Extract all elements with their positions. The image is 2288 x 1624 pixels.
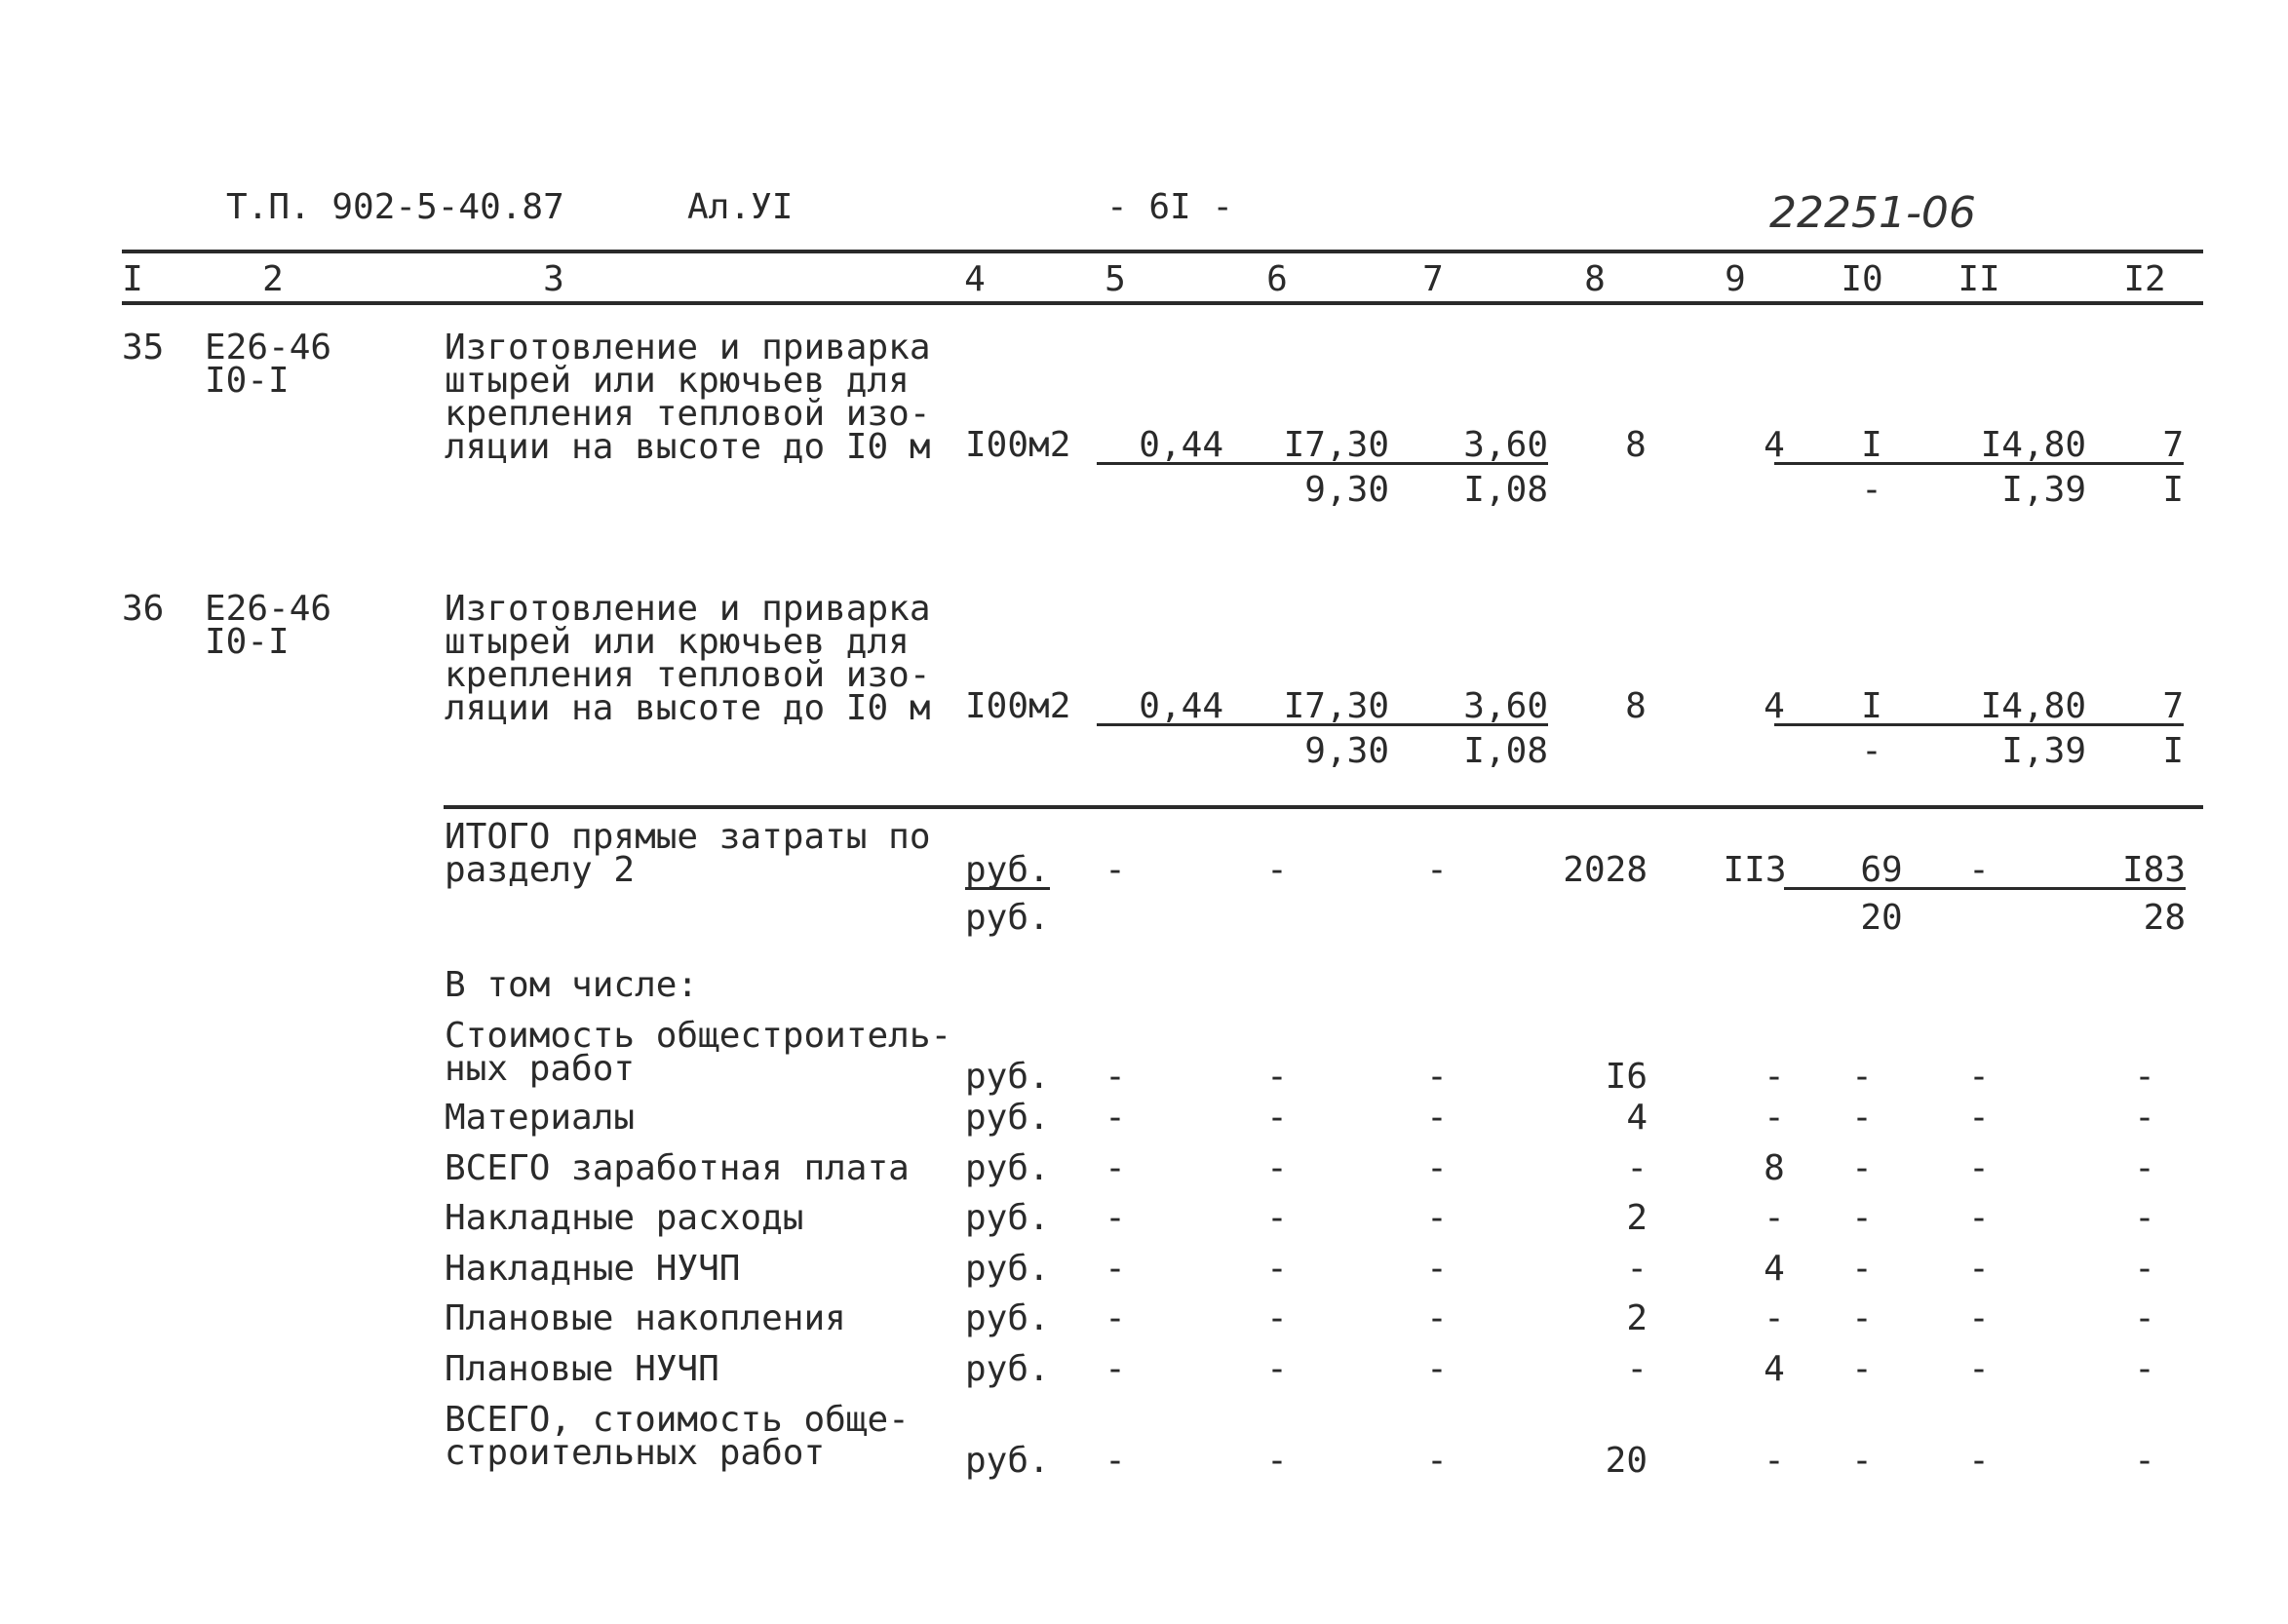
column-header-12: I2 <box>2123 259 2166 299</box>
breakdown-col12: - <box>2134 1057 2155 1097</box>
total-col8: 2028 <box>1563 850 1648 890</box>
work-code: Е26-46 <box>205 589 332 629</box>
breakdown-label: Стоимость общестроитель- <box>445 1016 952 1056</box>
breakdown-col7: - <box>1426 1198 1448 1238</box>
col6-value-denominator: 9,30 <box>1304 470 1389 510</box>
breakdown-col7: - <box>1426 1349 1448 1389</box>
row-number: 36 <box>122 589 165 629</box>
col7-value-numerator: 3,60 <box>1256 429 1548 465</box>
document-code: Т.П. 902-5-40.87 <box>226 187 564 227</box>
breakdown-col10: - <box>1851 1249 1873 1289</box>
breakdown-unit: руб. <box>965 1441 1050 1481</box>
col12-value-numerator: 7 <box>1891 690 2184 726</box>
breakdown-label: Материалы <box>445 1098 636 1138</box>
breakdown-col10: - <box>1851 1098 1873 1138</box>
breakdown-label: ВСЕГО заработная плата <box>445 1148 910 1188</box>
breakdown-unit: руб. <box>965 1298 1050 1338</box>
breakdown-col12: - <box>2134 1198 2155 1238</box>
column-header-11: II <box>1958 259 2000 299</box>
including-label: В том числе: <box>445 965 699 1005</box>
breakdown-col9: 8 <box>1764 1148 1785 1188</box>
breakdown-col7: - <box>1426 1441 1448 1481</box>
work-description-line: ляции на высоте до I0 м <box>445 688 931 728</box>
album-number: Ал.УI <box>687 187 794 227</box>
breakdown-col9: - <box>1764 1098 1785 1138</box>
breakdown-unit: руб. <box>965 1349 1050 1389</box>
breakdown-col11: - <box>1968 1057 1990 1097</box>
breakdown-col5: - <box>1105 1349 1126 1389</box>
breakdown-col10: - <box>1851 1057 1873 1097</box>
breakdown-col6: - <box>1266 1349 1288 1389</box>
breakdown-col7: - <box>1426 1057 1448 1097</box>
col9-value: 4 <box>1764 686 1785 726</box>
col8-value: 8 <box>1625 686 1647 726</box>
breakdown-col10: - <box>1851 1148 1873 1188</box>
breakdown-label: Плановые НУЧП <box>445 1349 719 1389</box>
col11-value-numerator: I4,80 <box>1794 690 2086 726</box>
breakdown-col5: - <box>1105 1057 1126 1097</box>
unit: I00м2 <box>965 425 1071 465</box>
column-header-4: 4 <box>964 259 986 299</box>
breakdown-col12: - <box>2134 1441 2155 1481</box>
breakdown-col8: 20 <box>1605 1441 1648 1481</box>
breakdown-col12: - <box>2134 1249 2155 1289</box>
total-label-line1: ИТОГО прямые затраты по <box>445 817 931 857</box>
total-col9: II3 <box>1723 850 1787 890</box>
column-header-9: 9 <box>1725 259 1746 299</box>
work-description-line: крепления тепловой изо- <box>445 655 931 695</box>
breakdown-col6: - <box>1266 1249 1288 1289</box>
column-header-10: I0 <box>1841 259 1883 299</box>
breakdown-col11: - <box>1968 1198 1990 1238</box>
breakdown-col11: - <box>1968 1148 1990 1188</box>
work-description-line: штырей или крючьев для <box>445 622 910 662</box>
col10-value-numerator: I <box>1774 690 1969 726</box>
breakdown-col5: - <box>1105 1249 1126 1289</box>
col6-value-numerator: I7,30 <box>1097 690 1389 726</box>
col10-value-denominator: - <box>1861 731 1882 771</box>
breakdown-label: Плановые накопления <box>445 1298 846 1338</box>
breakdown-col8: I6 <box>1605 1057 1648 1097</box>
breakdown-label: Накладные расходы <box>445 1198 804 1238</box>
column-header-6: 6 <box>1266 259 1288 299</box>
work-description-line: Изготовление и приварка <box>445 589 931 629</box>
breakdown-col8: - <box>1626 1249 1648 1289</box>
total-col10-denominator: 20 <box>1860 898 1903 938</box>
col10-value-numerator: I <box>1774 429 1969 465</box>
breakdown-col5: - <box>1105 1148 1126 1188</box>
breakdown-col7: - <box>1426 1298 1448 1338</box>
column-header-3: 3 <box>543 259 564 299</box>
work-description-line: Изготовление и приварка <box>445 328 931 367</box>
work-code-sub: I0-I <box>205 361 290 401</box>
col9-value: 4 <box>1764 425 1785 465</box>
breakdown-col10: - <box>1851 1298 1873 1338</box>
col11-value-denominator: I,39 <box>2001 470 2086 510</box>
page-number: - 6I - <box>1106 187 1234 227</box>
total-col5: - <box>1105 850 1126 890</box>
breakdown-col6: - <box>1266 1441 1288 1481</box>
breakdown-col9: - <box>1764 1441 1785 1481</box>
breakdown-label: Накладные НУЧП <box>445 1249 741 1289</box>
total-unit-line1: руб. <box>965 850 1050 890</box>
quantity: 0,44 <box>1139 686 1223 726</box>
total-col12-denominator: 28 <box>2143 898 2186 938</box>
col10-value-denominator: - <box>1861 470 1882 510</box>
breakdown-col6: - <box>1266 1198 1288 1238</box>
total-label-line2: разделу 2 <box>445 850 636 890</box>
breakdown-col11: - <box>1968 1249 1990 1289</box>
col11-value-denominator: I,39 <box>2001 731 2086 771</box>
breakdown-col8: 4 <box>1626 1098 1648 1138</box>
breakdown-unit: руб. <box>965 1148 1050 1188</box>
column-header-8: 8 <box>1584 259 1606 299</box>
breakdown-col12: - <box>2134 1298 2155 1338</box>
col12-value-denominator: I <box>2162 731 2184 771</box>
breakdown-col9: - <box>1764 1057 1785 1097</box>
breakdown-col11: - <box>1968 1349 1990 1389</box>
breakdown-col6: - <box>1266 1057 1288 1097</box>
work-description-line: крепления тепловой изо- <box>445 394 931 434</box>
breakdown-col12: - <box>2134 1148 2155 1188</box>
total-separator-rule <box>444 805 2203 809</box>
total-col7: - <box>1426 850 1448 890</box>
total-col10-numerator: 69 <box>1784 854 1979 890</box>
breakdown-col12: - <box>2134 1098 2155 1138</box>
breakdown-col7: - <box>1426 1249 1448 1289</box>
breakdown-col6: - <box>1266 1098 1288 1138</box>
total-col12-numerator: I83 <box>1893 854 2186 890</box>
column-header-5: 5 <box>1105 259 1126 299</box>
breakdown-col9: - <box>1764 1298 1785 1338</box>
breakdown-col12: - <box>2134 1349 2155 1389</box>
col6-value-numerator: I7,30 <box>1097 429 1389 465</box>
column-header-2: 2 <box>262 259 284 299</box>
breakdown-unit: руб. <box>965 1249 1050 1289</box>
breakdown-col8: 2 <box>1626 1298 1648 1338</box>
header-top-rule <box>122 250 2203 253</box>
col8-value: 8 <box>1625 425 1647 465</box>
col6-value-denominator: 9,30 <box>1304 731 1389 771</box>
breakdown-col10: - <box>1851 1441 1873 1481</box>
breakdown-label: ВСЕГО, стоимость обще- <box>445 1400 910 1440</box>
breakdown-col5: - <box>1105 1198 1126 1238</box>
breakdown-col9: - <box>1764 1198 1785 1238</box>
handwritten-stamp: 22251-06 <box>1769 188 1976 238</box>
breakdown-col7: - <box>1426 1098 1448 1138</box>
col7-value-denominator: I,08 <box>1463 470 1548 510</box>
column-header-1: I <box>122 259 143 299</box>
total-unit-line2: руб. <box>965 898 1050 938</box>
work-description-line: ляции на высоте до I0 м <box>445 427 931 467</box>
breakdown-col5: - <box>1105 1098 1126 1138</box>
breakdown-col11: - <box>1968 1098 1990 1138</box>
breakdown-col5: - <box>1105 1441 1126 1481</box>
work-code-sub: I0-I <box>205 622 290 662</box>
col7-value-denominator: I,08 <box>1463 731 1548 771</box>
quantity: 0,44 <box>1139 425 1223 465</box>
breakdown-col10: - <box>1851 1198 1873 1238</box>
total-col6: - <box>1266 850 1288 890</box>
breakdown-col9: 4 <box>1764 1249 1785 1289</box>
breakdown-col10: - <box>1851 1349 1873 1389</box>
col7-value-numerator: 3,60 <box>1256 690 1548 726</box>
column-header-7: 7 <box>1422 259 1444 299</box>
unit: I00м2 <box>965 686 1071 726</box>
col11-value-numerator: I4,80 <box>1794 429 2086 465</box>
breakdown-unit: руб. <box>965 1098 1050 1138</box>
breakdown-col8: 2 <box>1626 1198 1648 1238</box>
work-code: Е26-46 <box>205 328 332 367</box>
breakdown-col6: - <box>1266 1298 1288 1338</box>
row-number: 35 <box>122 328 165 367</box>
breakdown-col11: - <box>1968 1298 1990 1338</box>
header-bottom-rule <box>122 301 2203 305</box>
breakdown-col8: - <box>1626 1349 1648 1389</box>
breakdown-col8: - <box>1626 1148 1648 1188</box>
breakdown-label: ных работ <box>445 1049 636 1089</box>
breakdown-label: строительных работ <box>445 1433 826 1473</box>
breakdown-unit: руб. <box>965 1198 1050 1238</box>
breakdown-col7: - <box>1426 1148 1448 1188</box>
breakdown-unit: руб. <box>965 1057 1050 1097</box>
breakdown-col11: - <box>1968 1441 1990 1481</box>
breakdown-col6: - <box>1266 1148 1288 1188</box>
breakdown-col5: - <box>1105 1298 1126 1338</box>
breakdown-col9: 4 <box>1764 1349 1785 1389</box>
col12-value-numerator: 7 <box>1891 429 2184 465</box>
work-description-line: штырей или крючьев для <box>445 361 910 401</box>
col12-value-denominator: I <box>2162 470 2184 510</box>
total-col11: - <box>1968 850 1990 890</box>
